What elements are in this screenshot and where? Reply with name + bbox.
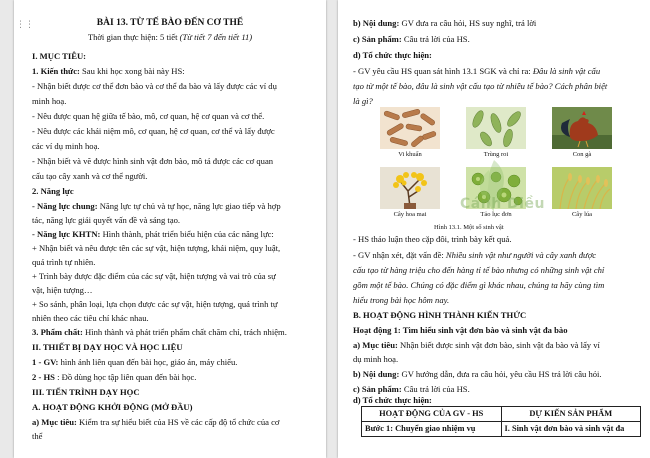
content-label: b) Nội dung: [353,369,402,379]
figure-caption: Hình 13.1. Một số sinh vật [434,224,504,231]
activity-1-heading: Hoạt động 1: Tìm hiểu sinh vật đơn bào và sinh vật đa bào [353,325,568,335]
text-line: cấu tạo cây xanh và cơ thể người. [32,171,148,181]
caption-bacteria: Vi khuẩn [398,151,422,158]
product-label: c) Sản phẩm: [353,384,404,394]
knowledge-heading [32,66,185,77]
caption-chicken: Con gà [572,151,592,158]
content-line [353,369,602,380]
caption-euglena: Trùng roi [483,151,509,158]
knowledge-text: Sau khi học xong bài này HS: [82,66,185,76]
table-header-row [362,407,641,422]
section-warmup: A. HOẠT ĐỘNG KHỞI ĐỘNG (MỞ ĐẦU) [32,402,193,412]
caption-apricot: Cây hoa mai [393,211,427,218]
objective-line [32,417,279,428]
table-row [362,422,641,437]
table-header: HOẠT ĐỘNG CỦA GV - HS [362,407,502,422]
question-intro: - GV yêu cầu HS quan sát hình 13.1 SGK và chỉ ra: [353,66,533,76]
question-line [353,66,600,77]
section-process: III. TIẾN TRÌNH DẠY HỌC [32,387,140,397]
objective-text: Kiểm tra sự hiểu biết của HS về các cấp độ tổ chức của cơ [79,417,280,427]
activity-table [361,406,641,437]
text-line: - Nêu được quan hệ giữa tế bào, mô, cơ quan, hệ cơ quan và cơ thể. [32,111,265,121]
text-line: - Nhận biết và vẽ được hình sinh vật đơn bào, mô tả được các cơ quan [32,156,274,166]
comment-line [353,250,596,261]
product-line [353,384,470,395]
bacteria-image [380,107,440,149]
teacher-label: 1 - GV: [32,357,61,367]
quality-line [32,327,287,338]
quality-label: 3. Phẩm chất: [32,327,85,337]
text-line: thể [32,431,43,441]
text-line: dụ minh hoạ. [353,354,399,364]
text-line: - Nêu được các khái niệm mô, cơ quan, hệ cơ quan, cơ thể và lấy được [32,126,275,136]
general-competency-label: - Năng lực chung: [32,201,100,211]
organize-heading: d) Tổ chức thực hiện: [353,395,432,405]
objective-line [353,340,600,351]
text-line: vật, hiện tượng… [32,285,93,295]
text-line: gồm một tế bào. Chúng có đặc điểm gì khác nhau, chúng ta hãy cùng tìm [353,280,605,290]
student-text: : Đồ dùng học tập liên quan đến bài học. [57,372,197,382]
text-line: tác, năng lực giải quyết vấn đề và sáng tạo. [32,215,181,225]
knowledge-label: 1. Kiến thức: [32,66,83,76]
content-label: b) Nội dung: [353,18,402,28]
text-line: nhiên theo các tiêu chí khác nhau. [32,313,149,323]
text-line: hiểu trong bài học hôm nay. [353,295,450,305]
question-italic: Đâu là sinh vật cấu [532,66,601,76]
text-line: - Nhận biết được cơ thể đơn bào và cơ thể đa bào và lấy được các ví dụ [32,81,277,91]
chicken-image [552,107,612,149]
watermark-text: Cánh Diều [460,196,545,212]
text-line: - HS thảo luận theo cặp đôi, trình bày kết quả. [353,234,512,244]
science-competency [32,229,274,240]
student-label: 2 - HS [32,372,58,382]
time-note: (Từ tiết 7 đến tiết 11) [179,32,253,42]
content-text: GV đưa ra câu hỏi, HS suy nghĩ, trả lời [401,18,537,28]
time-label: Thời gian thực hiện: 5 tiết [87,32,180,42]
teacher-materials [32,357,237,368]
science-competency-label: - Năng lực KHTN: [32,229,103,239]
section-equipment: II. THIẾT BỊ DẠY HỌC VÀ HỌC LIỆU [32,342,183,352]
euglena-image [466,107,526,149]
objective-text: Nhận biết được sinh vật đơn bào, sinh vật đa bào và lấy ví [400,340,600,350]
product-line [353,34,470,45]
text-line: quá trình tự nhiên. [32,257,96,267]
text-line: + Trình bày được đặc điểm của các sự vật, hiện tượng và vai trò của sự [32,271,276,281]
objective-label: a) Mục tiêu: [32,417,80,427]
document-page-left [14,0,326,458]
student-materials [32,372,196,383]
text-line: tạo từ một tế bào, đâu là sinh vật cấu tạo từ nhiều tế bào? Cách phân biệt [353,81,608,91]
rice-plant-image [552,167,612,209]
product-label: c) Sản phẩm: [353,34,404,44]
lesson-title: BÀI 13. TỪ TẾ BÀO ĐẾN CƠ THỂ [96,18,244,28]
comment-italic: Nhiều sinh vật như người và cây xanh được [445,250,597,260]
general-competency [32,201,281,212]
table-cell: Bước 1: Chuyển giao nhiệm vụ [362,422,502,437]
table-cell: I. Sinh vật đơn bào và sinh vật đa [501,422,641,437]
text-line: cấu tạo từ hàng triệu cho đến hàng tỉ tế bào nhưng có những sinh vật chỉ [353,265,605,275]
teacher-text: hình ảnh liên quan đến bài học, giáo án, máy chiếu. [60,357,238,367]
section-objectives: I. MỤC TIÊU: [32,51,87,61]
product-text: Câu trả lời của HS. [403,384,470,394]
organize-heading: d) Tổ chức thực hiện: [353,50,432,60]
document-page-right [338,0,650,458]
objective-label: a) Mục tiêu: [353,340,401,350]
science-competency-text: Hình thành, phát triển biểu hiện của các năng lực: [102,229,274,239]
caption-algae: Tảo lục đơn [480,211,512,218]
lesson-time [14,32,326,43]
text-line: + Nhận biết và nêu được tên các sự vật, hiện tượng, khái niệm, quy luật, [32,243,281,253]
quality-text: Hình thành và phát triển phẩm chất chăm chỉ, trách nhiệm. [85,327,287,337]
general-competency-text: Năng lực tự chủ và tự học, năng lực giao tiếp và hợp [99,201,281,211]
text-line: + So sánh, phân loại, lựa chọn được các sự vật, hiện tượng, quá trình tự [32,299,278,309]
product-text: Câu trả lời của HS. [403,34,470,44]
content-text: GV hướng dẫn, đưa ra câu hỏi, yêu cầu HS trả lời câu hỏi. [401,369,602,379]
competency-heading: 2. Năng lực [32,186,74,196]
table-header: DỰ KIẾN SẢN PHẨM [501,407,641,422]
text-line: các ví dụ minh hoạ. [32,141,100,151]
section-knowledge: B. HOẠT ĐỘNG HÌNH THÀNH KIẾN THỨC [353,310,527,320]
caption-rice: Cây lúa [571,211,593,218]
content-line [353,18,536,29]
text-line: là gì? [353,96,373,106]
comment-intro: - GV nhận xét, đặt vấn đề: [353,250,446,260]
apricot-tree-image [380,167,440,209]
drag-handle-icon[interactable]: ⋮⋮ [16,20,34,30]
text-line: minh hoạ. [32,96,67,106]
